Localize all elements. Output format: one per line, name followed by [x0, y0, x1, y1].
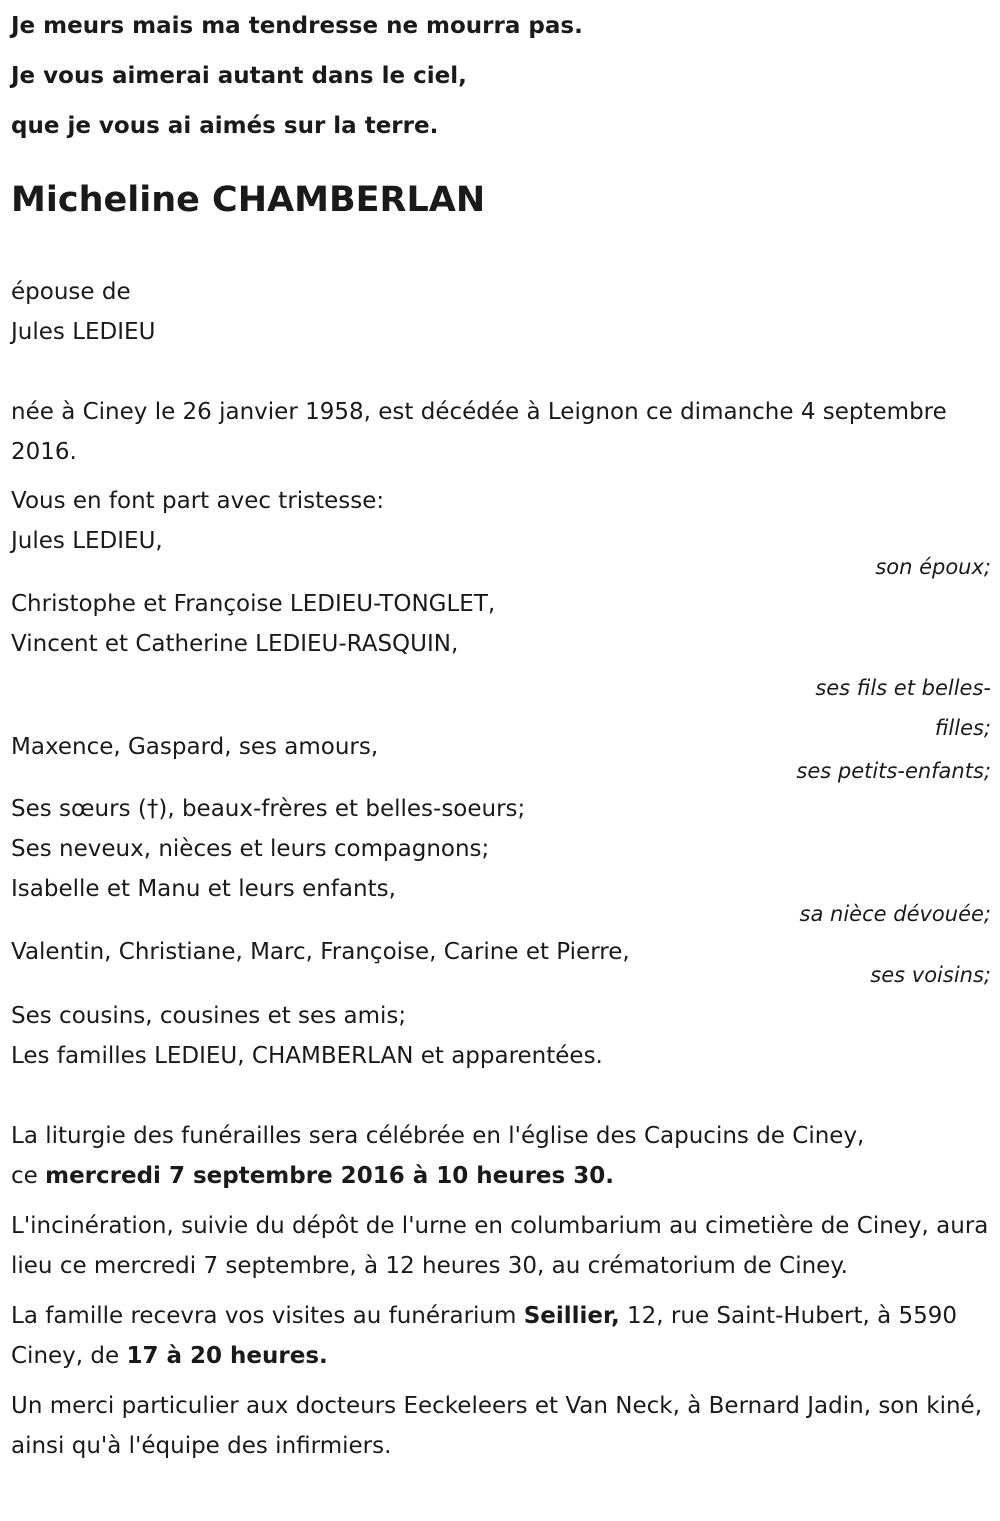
family-announcement [11, 481, 991, 587]
sons-block [11, 584, 991, 748]
neighbours-block [11, 932, 991, 995]
verse [11, 0, 991, 151]
liturgy-date: mercredi 7 septembre 2016 à 10 heures 30. [45, 1163, 614, 1189]
visits-place: Seillier, [523, 1303, 620, 1329]
obituary-page [11, 0, 991, 1459]
birth-death [11, 392, 991, 472]
husband-role: son époux; [875, 555, 991, 579]
birth-death-text: née à Ciney le 26 janvier 1958, est décédée à Leignon ce dimanche 4 septembre 2016. [11, 399, 947, 465]
cousins-block [11, 996, 991, 1076]
husband-name: Jules LEDIEU, [11, 528, 163, 554]
liturgy-text: La liturgie des funérailles sera célébrée en l'église des Capucins de Ciney, ce mercredi 7 septembre 2016 à 10 heures 30. [11, 1123, 865, 1189]
sons-role-line-1: ses fils et belles- [815, 676, 991, 700]
isabelle: Isabelle et Manu et leurs enfants, [11, 876, 396, 902]
relatives-block [11, 789, 991, 934]
neighbours: Valentin, Christiane, Marc, Françoise, Carine et Pierre, [11, 939, 630, 965]
cremation-text: L'incinération, suivie du dépôt de l'urne en columbarium au cimetière de Ciney, aura lieu ce mercredi 7 septembre, à 12 heures 30, au crématorium de Ciney. [11, 1213, 989, 1279]
announce-intro: Vous en font part avec tristesse: [11, 488, 385, 514]
verse-line-3: que je vous ai aimés sur la terre. [11, 113, 439, 139]
grandchildren-names: Maxence, Gaspard, ses amours, [11, 734, 379, 760]
grandchildren-role: ses petits-enfants; [796, 759, 991, 783]
spouse-block [11, 272, 991, 352]
son-1: Christophe et Françoise LEDIEU-TONGLET, [11, 591, 496, 617]
sons-role-line-2: filles; [934, 716, 991, 740]
visits-text: La famille recevra vos visites au funérarium Seillier, 12, rue Saint-Hubert, à 5590 Ciney, de 17 à 20 heures. [11, 1303, 958, 1369]
spouse-line-2: Jules LEDIEU [11, 319, 156, 345]
cousins: Ses cousins, cousines et ses amis; [11, 1003, 407, 1029]
families: Les familles LEDIEU, CHAMBERLAN et apparentées. [11, 1043, 603, 1069]
grandchildren-block [11, 727, 991, 791]
sisters: Ses sœurs (†), beaux-frères et belles-soeurs; [11, 796, 526, 822]
verse-line-1: Je meurs mais ma tendresse ne mourra pas. [11, 13, 583, 39]
funeral-info [11, 1116, 991, 1466]
verse-line-2: Je vous aimerai autant dans le ciel, [11, 63, 467, 89]
nephews: Ses neveux, nièces et leurs compagnons; [11, 836, 490, 862]
niece-role: sa nièce dévouée; [799, 902, 991, 926]
son-2: Vincent et Catherine LEDIEU-RASQUIN, [11, 631, 459, 657]
visits-hours: 17 à 20 heures. [126, 1343, 328, 1369]
spouse-line-1: épouse de [11, 279, 131, 305]
thanks-text: Un merci particulier aux docteurs Eeckeleers et Van Neck, à Bernard Jadin, son kiné, ainsi qu'à l'équipe des infirmiers. [11, 1393, 983, 1459]
neighbours-role: ses voisins; [870, 963, 991, 987]
deceased-name: Micheline CHAMBERLAN [11, 180, 486, 220]
